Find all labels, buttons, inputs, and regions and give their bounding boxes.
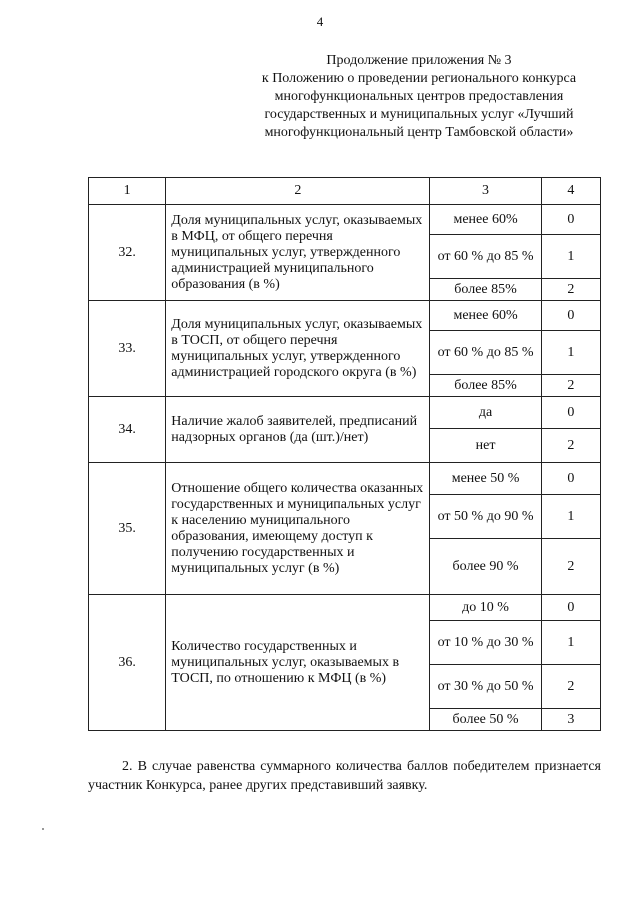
criterion-score: 0 bbox=[541, 397, 600, 429]
criterion-range: нет bbox=[430, 429, 541, 463]
header-line: многофункциональный центр Тамбовской области» bbox=[264, 125, 574, 140]
criterion-description: Количество государственных и муниципальных услуг, оказываемых в ТОСП, по отношению к МФЦ (в %) bbox=[166, 595, 430, 731]
criterion-range: от 60 % до 85 % bbox=[430, 331, 541, 375]
table-row bbox=[89, 595, 601, 621]
header-line: Продолжение приложения № 3 bbox=[326, 53, 512, 68]
scan-speck bbox=[42, 828, 44, 830]
criteria-table bbox=[88, 177, 601, 731]
document-header bbox=[200, 52, 638, 142]
criterion-description: Отношение общего количества оказанных государственных и муниципальных услуг к населению муниципального образования, имеющему доступ к получению государственных и муниципальных услуг (в %) bbox=[166, 463, 430, 595]
criterion-score: 2 bbox=[541, 665, 600, 709]
criterion-score: 0 bbox=[541, 463, 600, 495]
table-row bbox=[89, 463, 601, 495]
criterion-range: от 50 % до 90 % bbox=[430, 495, 541, 539]
criterion-score: 1 bbox=[541, 331, 600, 375]
criterion-range: до 10 % bbox=[430, 595, 541, 621]
table-row bbox=[89, 397, 601, 429]
criterion-range: более 90 % bbox=[430, 539, 541, 595]
criterion-range: более 50 % bbox=[430, 709, 541, 731]
criterion-score: 2 bbox=[541, 429, 600, 463]
criterion-range: более 85% bbox=[430, 279, 541, 301]
table-row bbox=[89, 301, 601, 331]
criterion-number: 35. bbox=[89, 463, 166, 595]
criterion-range: более 85% bbox=[430, 375, 541, 397]
table-row bbox=[89, 205, 601, 235]
criterion-range: менее 60% bbox=[430, 205, 541, 235]
page-number: 4 bbox=[316, 14, 324, 29]
footer-paragraph: 2. В случае равенства суммарного количества баллов победителем признается участник Конкурса, ранее других представивший заявку. bbox=[88, 759, 601, 793]
criterion-score: 0 bbox=[541, 301, 600, 331]
header-line: многофункциональных центров предоставления bbox=[274, 89, 564, 104]
criterion-range: менее 50 % bbox=[430, 463, 541, 495]
criterion-description: Доля муниципальных услуг, оказываемых в ТОСП, от общего перечня муниципальных услуг, утвержденного администрацией городского округа (в %) bbox=[166, 301, 430, 397]
criterion-score: 0 bbox=[541, 205, 600, 235]
table-header-row bbox=[89, 178, 601, 205]
header-line: государственных и муниципальных услуг «Лучший bbox=[264, 107, 574, 122]
criterion-score: 2 bbox=[541, 279, 600, 301]
criterion-number: 33. bbox=[89, 301, 166, 397]
column-header: 4 bbox=[541, 178, 600, 205]
criterion-score: 1 bbox=[541, 235, 600, 279]
criterion-range: менее 60% bbox=[430, 301, 541, 331]
criterion-description: Наличие жалоб заявителей, предписаний надзорных органов (да (шт.)/нет) bbox=[166, 397, 430, 463]
criterion-score: 2 bbox=[541, 539, 600, 595]
criterion-range: от 10 % до 30 % bbox=[430, 621, 541, 665]
criterion-score: 1 bbox=[541, 495, 600, 539]
criterion-description: Доля муниципальных услуг, оказываемых в МФЦ, от общего перечня муниципальных услуг, утвержденного администрацией муниципального образования (в %) bbox=[166, 205, 430, 301]
criterion-number: 32. bbox=[89, 205, 166, 301]
criterion-number: 36. bbox=[89, 595, 166, 731]
header-line: к Положению о проведении регионального конкурса bbox=[261, 71, 577, 86]
criterion-score: 2 bbox=[541, 375, 600, 397]
criterion-score: 1 bbox=[541, 621, 600, 665]
column-header: 1 bbox=[89, 178, 166, 205]
criterion-range: да bbox=[430, 397, 541, 429]
criterion-score: 0 bbox=[541, 595, 600, 621]
criterion-number: 34. bbox=[89, 397, 166, 463]
criterion-range: от 60 % до 85 % bbox=[430, 235, 541, 279]
column-header: 3 bbox=[430, 178, 541, 205]
column-header: 2 bbox=[166, 178, 430, 205]
criterion-score: 3 bbox=[541, 709, 600, 731]
criterion-range: от 30 % до 50 % bbox=[430, 665, 541, 709]
